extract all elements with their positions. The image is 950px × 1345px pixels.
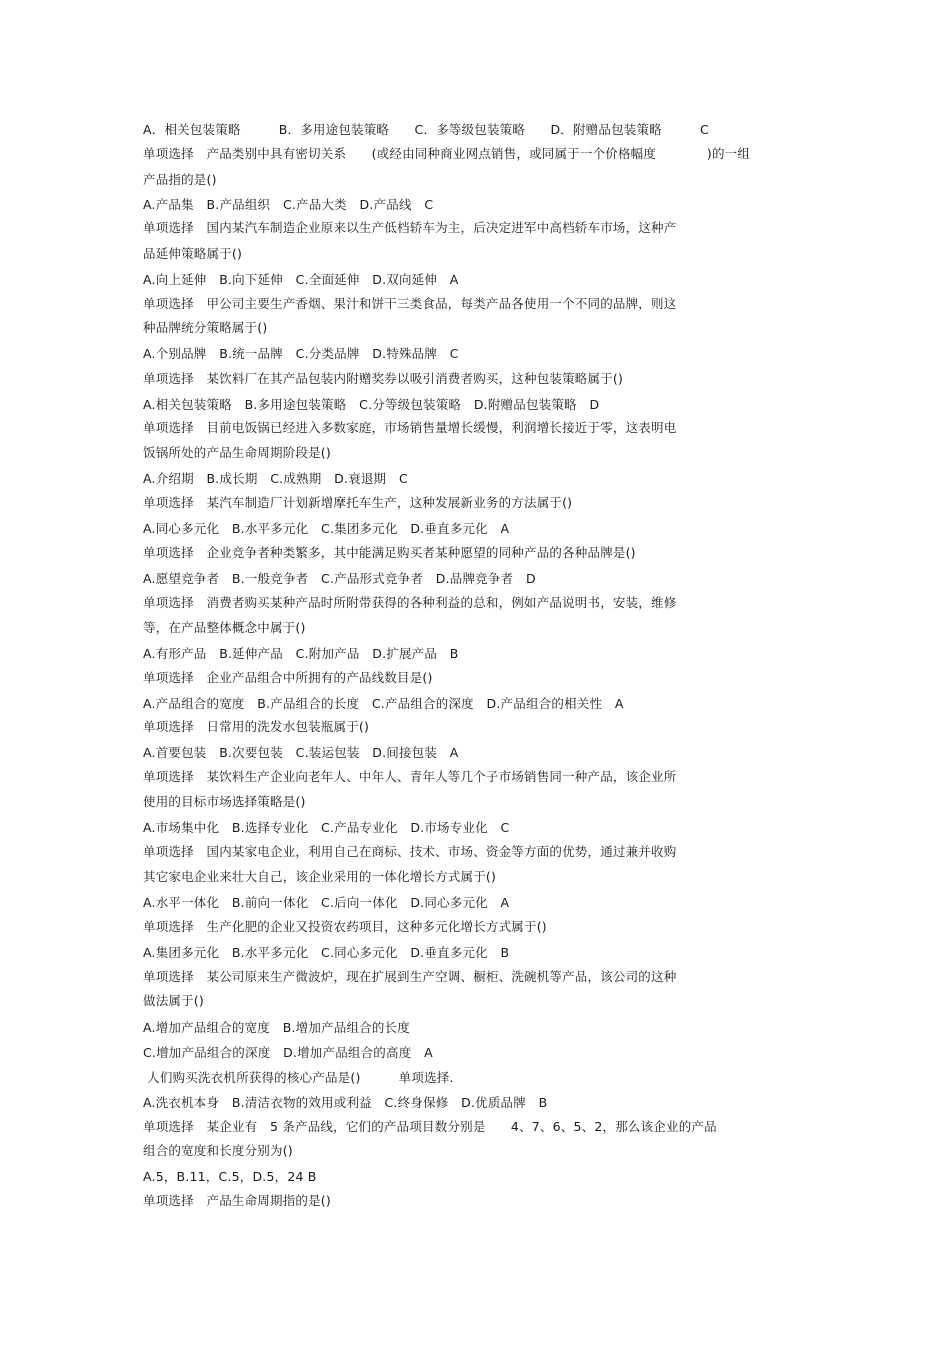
question-line: 产品指的是() [143, 172, 217, 187]
question-line: 种品牌统分策略属于() [143, 320, 268, 335]
question-line: 单项选择 某公司原来生产微波炉，现在扩展到生产空调、橱柜、洗碗机等产品，该公司的这种 [143, 969, 677, 984]
question-line: 单项选择 某饮料厂在其产品包装内附赠奖券以吸引消费者购买，这种包装策略属于() [143, 371, 624, 386]
option-line: C.增加产品组合的深度 D.增加产品组合的高度 A [143, 1045, 433, 1060]
option-line: A.市场集中化 B.选择专业化 C.产品专业化 D.市场专业化 C [143, 820, 510, 835]
option-line: A.介绍期 B.成长期 C.成熟期 D.衰退期 C [143, 471, 408, 486]
option-line: A.同心多元化 B.水平多元化 C.集团多元化 D.垂直多元化 A [143, 521, 510, 536]
question-line: 人们购买洗衣机所获得的核心产品是() 单项选择. [143, 1070, 454, 1085]
question-line: 单项选择 某汽车制造厂计划新增摩托车生产，这种发展新业务的方法属于() [143, 495, 573, 510]
option-line: A.5，B.11，C.5，D.5，24 B [143, 1169, 317, 1184]
question-line: 单项选择 产品生命周期指的是() [143, 1193, 331, 1208]
option-line: A.有形产品 B.延伸产品 C.附加产品 D.扩展产品 B [143, 646, 459, 661]
question-line: 单项选择 国内某家电企业，利用自己在商标、技术、市场、资金等方面的优势，通过兼并收购 [143, 844, 677, 859]
option-line: A.产品组合的宽度 B.产品组合的长度 C.产品组合的深度 D.产品组合的相关性 A [143, 696, 624, 711]
option-line: A.增加产品组合的宽度 B.增加产品组合的长度 [143, 1020, 410, 1035]
question-line: 单项选择 国内某汽车制造企业原来以生产低档轿车为主，后决定进军中高档轿车市场，这种产 [143, 220, 677, 235]
question-line: 其它家电企业来壮大自己，该企业采用的一体化增长方式属于() [143, 869, 497, 884]
option-line: A.洗衣机本身 B.清洁衣物的效用或利益 C.终身保修 D.优质品牌 B [143, 1095, 548, 1110]
question-line: 单项选择 产品类别中具有密切关系 (或经由同种商业网点销售，或同属于一个价格幅度 )的一组 [143, 146, 751, 161]
option-line: A.产品集 B.产品组织 C.产品大类 D.产品线 C [143, 197, 434, 212]
question-line: 单项选择 生产化肥的企业又投资农药项目，这种多元化增长方式属于() [143, 919, 547, 934]
question-line: 单项选择 某饮料生产企业向老年人、中年人、青年人等几个子市场销售同一种产品，该企业所 [143, 769, 677, 784]
question-line: 单项选择 某企业有 5 条产品线，它们的产品项目数分别是 4、7、6、5、2，那么该企业的产品 [143, 1119, 717, 1134]
option-line: A.集团多元化 B.水平多元化 C.同心多元化 D.垂直多元化 B [143, 945, 510, 960]
option-line: A.个别品牌 B.统一品牌 C.分类品牌 D.特殊品牌 C [143, 346, 459, 361]
question-line: 单项选择 日常用的洗发水包装瓶属于() [143, 719, 370, 734]
question-line: 组合的宽度和长度分别为() [143, 1143, 293, 1158]
question-line: 品延伸策略属于() [143, 246, 243, 261]
question-line: 单项选择 企业产品组合中所拥有的产品线数目是() [143, 670, 433, 685]
question-line: 使用的目标市场选择策略是() [143, 794, 306, 809]
option-line: A.向上延伸 B.向下延伸 C.全面延伸 D.双向延伸 A [143, 272, 459, 287]
question-line: 单项选择 甲公司主要生产香烟、果汁和饼干三类食品，每类产品各使用一个不同的品牌，则这 [143, 296, 677, 311]
option-line: A.相关包装策略 B.多用途包装策略 C.分等级包装策略 D.附赠品包装策略 D [143, 397, 600, 412]
question-line: 单项选择 消费者购买某种产品时所附带获得的各种利益的总和，例如产品说明书，安装，维修 [143, 595, 677, 610]
question-line: 单项选择 目前电饭锅已经进入多数家庭，市场销售量增长缓慢，利润增长接近于零，这表明电 [143, 420, 677, 435]
option-line: A.首要包装 B.次要包装 C.装运包装 D.间接包装 A [143, 745, 459, 760]
option-line: A.水平一体化 B.前向一体化 C.后向一体化 D.同心多元化 A [143, 895, 510, 910]
option-line: A.愿望竞争者 B.一般竞争者 C.产品形式竞争者 D.品牌竞争者 D [143, 571, 536, 586]
option-line: A．相关包装策略 B．多用途包装策略 C．多等级包装策略 D．附赠品包装策略 C [143, 122, 709, 137]
question-line: 单项选择 企业竞争者种类繁多，其中能满足购买者某种愿望的同种产品的各种品牌是() [143, 545, 636, 560]
question-line: 等，在产品整体概念中属于() [143, 620, 306, 635]
question-line: 饭锅所处的产品生命周期阶段是() [143, 445, 331, 460]
question-line: 做法属于() [143, 993, 204, 1008]
